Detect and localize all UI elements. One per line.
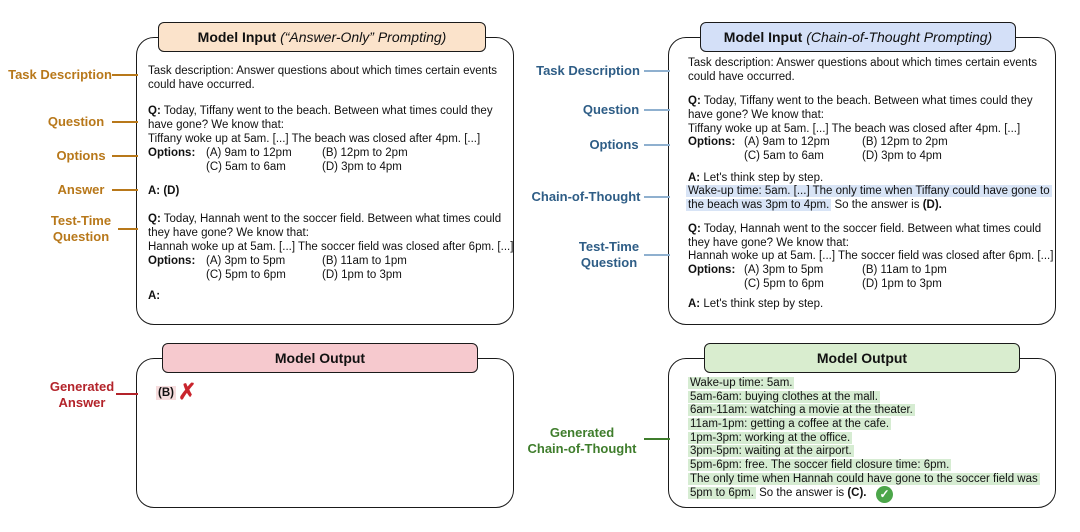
answer-prompt: A: Let's think step by step. (688, 172, 824, 184)
label-question: Question (47, 114, 105, 129)
output-line: The only time when Hannah could have gone to the soccer field was (690, 473, 1038, 485)
option-item: (C) 5pm to 6pm (206, 269, 286, 281)
output-line: Wake-up time: 5am. (690, 377, 793, 389)
connector-line (112, 155, 138, 157)
output-line: 6am-11am: watching a movie at the theater. (690, 404, 913, 416)
question-text: Q: Today, Tiffany went to the beach. Between what times could they (688, 95, 1033, 107)
connector-line (116, 393, 138, 395)
test-question-text: they have gone? We know that: (688, 237, 849, 249)
label-options: Options (56, 148, 106, 163)
task-description-text: Task description: Answer questions about which times certain events (148, 65, 498, 77)
task-description-text: could have occurred. (688, 71, 795, 83)
connector-line (112, 74, 138, 76)
connector-line (644, 438, 670, 440)
final-answer-prompt: A: Let's think step by step. (688, 298, 824, 310)
option-item: (A) 9am to 12pm (744, 136, 830, 148)
check-icon: ✓ (876, 486, 893, 503)
option-item: (D) 1pm to 3pm (862, 278, 942, 290)
question-text: Q: Today, Tiffany went to the beach. Between what times could they (148, 105, 493, 117)
connector-line (644, 70, 670, 72)
option-item: (B) 12pm to 2pm (862, 136, 948, 148)
task-description-text: Task description: Answer questions about which times certain events (688, 57, 1038, 69)
label-test-time-question: Test-Time Question (50, 213, 112, 244)
label-test-time-question: Test-Time Question (578, 239, 640, 270)
option-item: (B) 11am to 1pm (322, 255, 407, 267)
connector-line (644, 109, 670, 111)
label-options: Options (589, 137, 639, 152)
task-description-text: could have occurred. (148, 79, 255, 91)
question-text: Tiffany woke up at 5am. [...] The beach was closed after 4pm. [...] (148, 133, 481, 145)
test-question-text: they have gone? We know that: (148, 227, 309, 239)
left-input-header: Model Input (“Answer-Only” Prompting) (158, 22, 486, 52)
connector-line (112, 189, 138, 191)
right-input-header: Model Input (Chain-of-Thought Prompting) (700, 22, 1016, 52)
test-question-text: Q: Today, Hannah went to the soccer field. Between what times could (688, 223, 1042, 235)
label-generated-chain-of-thought: Generated Chain-of-Thought (527, 425, 637, 456)
option-item: (D) 3pm to 4pm (322, 161, 402, 173)
wrong-icon: ✗ (178, 379, 197, 404)
chain-of-thought-text: the beach was 3pm to 4pm. So the answer is (D). (688, 199, 942, 211)
right-output-header: Model Output (704, 343, 1020, 373)
output-line: 5am-6am: buying clothes at the mall. (690, 391, 878, 403)
output-line: 5pm-6pm: free. The soccer field closure time: 6pm. (690, 459, 950, 471)
connector-line (118, 228, 138, 230)
label-task-description: Task Description (8, 67, 112, 82)
label-question: Question (582, 102, 640, 117)
option-item: (C) 5am to 6am (744, 150, 824, 162)
option-item: (D) 1pm to 3pm (322, 269, 402, 281)
option-item: (D) 3pm to 4pm (862, 150, 942, 162)
output-line: 5pm to 6pm. So the answer is (C). (690, 487, 867, 499)
test-question-text: Hannah woke up at 5am. [...] The soccer field was closed after 6pm. [...] (688, 250, 1054, 262)
connector-line (644, 144, 670, 146)
option-item: (B) 12pm to 2pm (322, 147, 408, 159)
final-answer-prompt: A: (148, 290, 161, 302)
connector-line (644, 196, 670, 198)
question-text: have gone? We know that: (688, 109, 824, 121)
options-label: Options: (688, 136, 736, 148)
option-item: (C) 5pm to 6pm (744, 278, 824, 290)
options-label: Options: (688, 264, 736, 276)
question-text: have gone? We know that: (148, 119, 284, 131)
output-line: 3pm-5pm: waiting at the airport. (690, 445, 852, 457)
label-task-description: Task Description (536, 63, 640, 78)
answer-text: A: (D) (148, 185, 180, 197)
label-generated-answer: Generated Answer (49, 379, 115, 410)
label-answer: Answer (57, 182, 105, 197)
test-question-text: Q: Today, Hannah went to the soccer field. Between what times could (148, 213, 502, 225)
test-question-text: Hannah woke up at 5am. [...] The soccer field was closed after 6pm. [...] (148, 241, 514, 253)
chain-of-thought-text: Wake-up time: 5am. [...] The only time when Tiffany could have gone to (688, 185, 1050, 197)
option-item: (A) 9am to 12pm (206, 147, 292, 159)
option-item: (A) 3pm to 5pm (206, 255, 286, 267)
label-chain-of-thought: Chain-of-Thought (531, 189, 641, 204)
options-label: Options: (148, 147, 196, 159)
connector-line (644, 254, 670, 256)
connector-line (112, 121, 138, 123)
option-item: (B) 11am to 1pm (862, 264, 947, 276)
generated-answer: (B) (158, 387, 174, 399)
output-line: 1pm-3pm: working at the office. (690, 432, 851, 444)
left-output-header: Model Output (162, 343, 478, 373)
question-text: Tiffany woke up at 5am. [...] The beach was closed after 4pm. [...] (688, 123, 1021, 135)
options-label: Options: (148, 255, 196, 267)
option-item: (C) 5am to 6am (206, 161, 286, 173)
output-line: 11am-1pm: getting a coffee at the cafe. (690, 418, 890, 430)
option-item: (A) 3pm to 5pm (744, 264, 824, 276)
